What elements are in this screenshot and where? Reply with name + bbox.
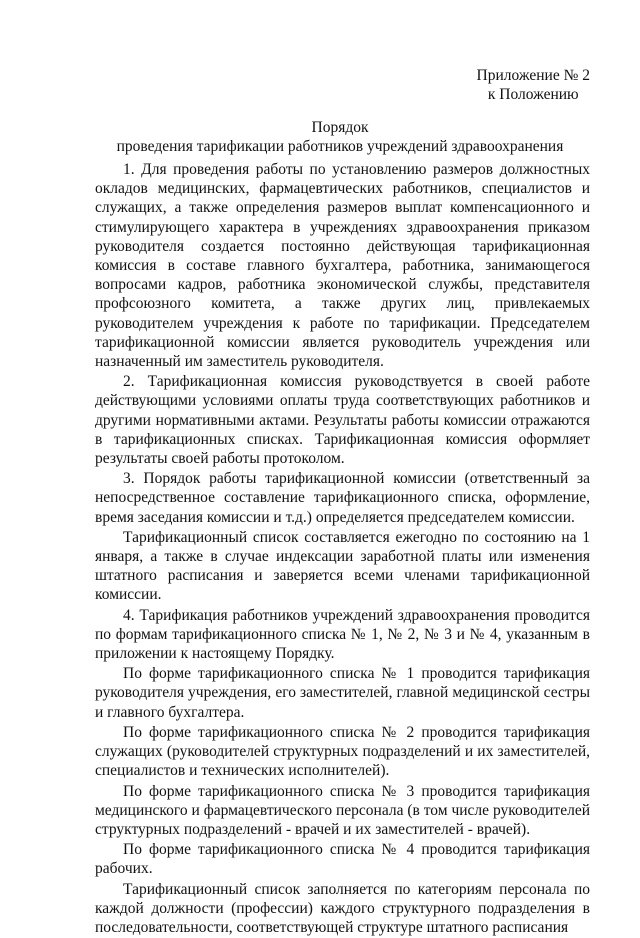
paragraph: По форме тарификационного списка № 1 проводится тарификация руководителя учреждения, его заместителей, главной медицинской сестры и главного бухгалтера. xyxy=(95,665,590,721)
paragraph: По форме тарификационного списка № 2 проводится тарификация служащих (руководителей структурных подразделений и их заместителей, специалистов и технических исполнителей). xyxy=(95,723,590,780)
appendix-header xyxy=(477,66,590,104)
paragraph: 1. Для проведения работы по установлению размеров должностных окладов медицинских, фармацевтических работников, специалистов и служащих, а также определения размеров выплат компенсационного и стимулирующего характера в учреждениях здравоохранения приказом руководителя создается постоянно действующая тарификационная комиссия в составе главного бухгалтера, работника, занимающегося вопросами кадров, работника экономической службы, представителя профсоюзного комитета, а также других лиц, привлекаемых руководителем учреждения к работе по тарификации. Председателем тарификационной комиссии является руководитель учреждения или назначенный им заместитель руководителя. xyxy=(95,161,590,371)
paragraph: 3. Порядок работы тарификационной комиссии (ответственный за непосредственное составление тарификационного списка, оформление, время заседания комиссии и т.д.) определяется председателем комиссии. xyxy=(95,470,590,526)
appendix-number: Приложение № 2 xyxy=(476,67,590,84)
paragraph: По форме тарификационного списка № 4 проводится тарификация рабочих. xyxy=(95,841,590,878)
document-body xyxy=(95,160,590,938)
title-line-1: Порядок xyxy=(311,119,369,136)
paragraph: По форме тарификационного списка № 3 проводится тарификация медицинского и фармацевтического персонала (в том числе руководителей структурных подразделений - врачей и их заместителей - врачей). xyxy=(95,782,590,838)
appendix-reference: к Положению xyxy=(487,86,579,103)
document-title xyxy=(95,118,585,156)
title-line-2: проведения тарификации работников учреждений здравоохранения xyxy=(116,138,564,155)
paragraph: Тарификационный список заполняется по категориям персонала по каждой должности (профессии) каждого структурного подразделения в последовательности, соответствующей структуре штатного расписания xyxy=(95,880,590,936)
paragraph: 4. Тарификация работников учреждений здравоохранения проводится по формам тарификационного списка № 1, № 2, № 3 и № 4, указанным в приложении к настоящему Порядку. xyxy=(95,606,590,663)
paragraph: 2. Тарификационная комиссия руководствуется в своей работе действующими условиями оплаты труда соответствующих работников и другими нормативными актами. Результаты работы комиссии отражаются в тарификационных списках. Тарификационная комиссия оформляет результаты своей работы протоколом. xyxy=(95,373,590,468)
paragraph: Тарификационный список составляется ежегодно по состоянию на 1 января, а также в случае индексации заработной платы или изменения штатного расписания и заверяется всеми членами тарификационной комиссии. xyxy=(95,528,590,604)
